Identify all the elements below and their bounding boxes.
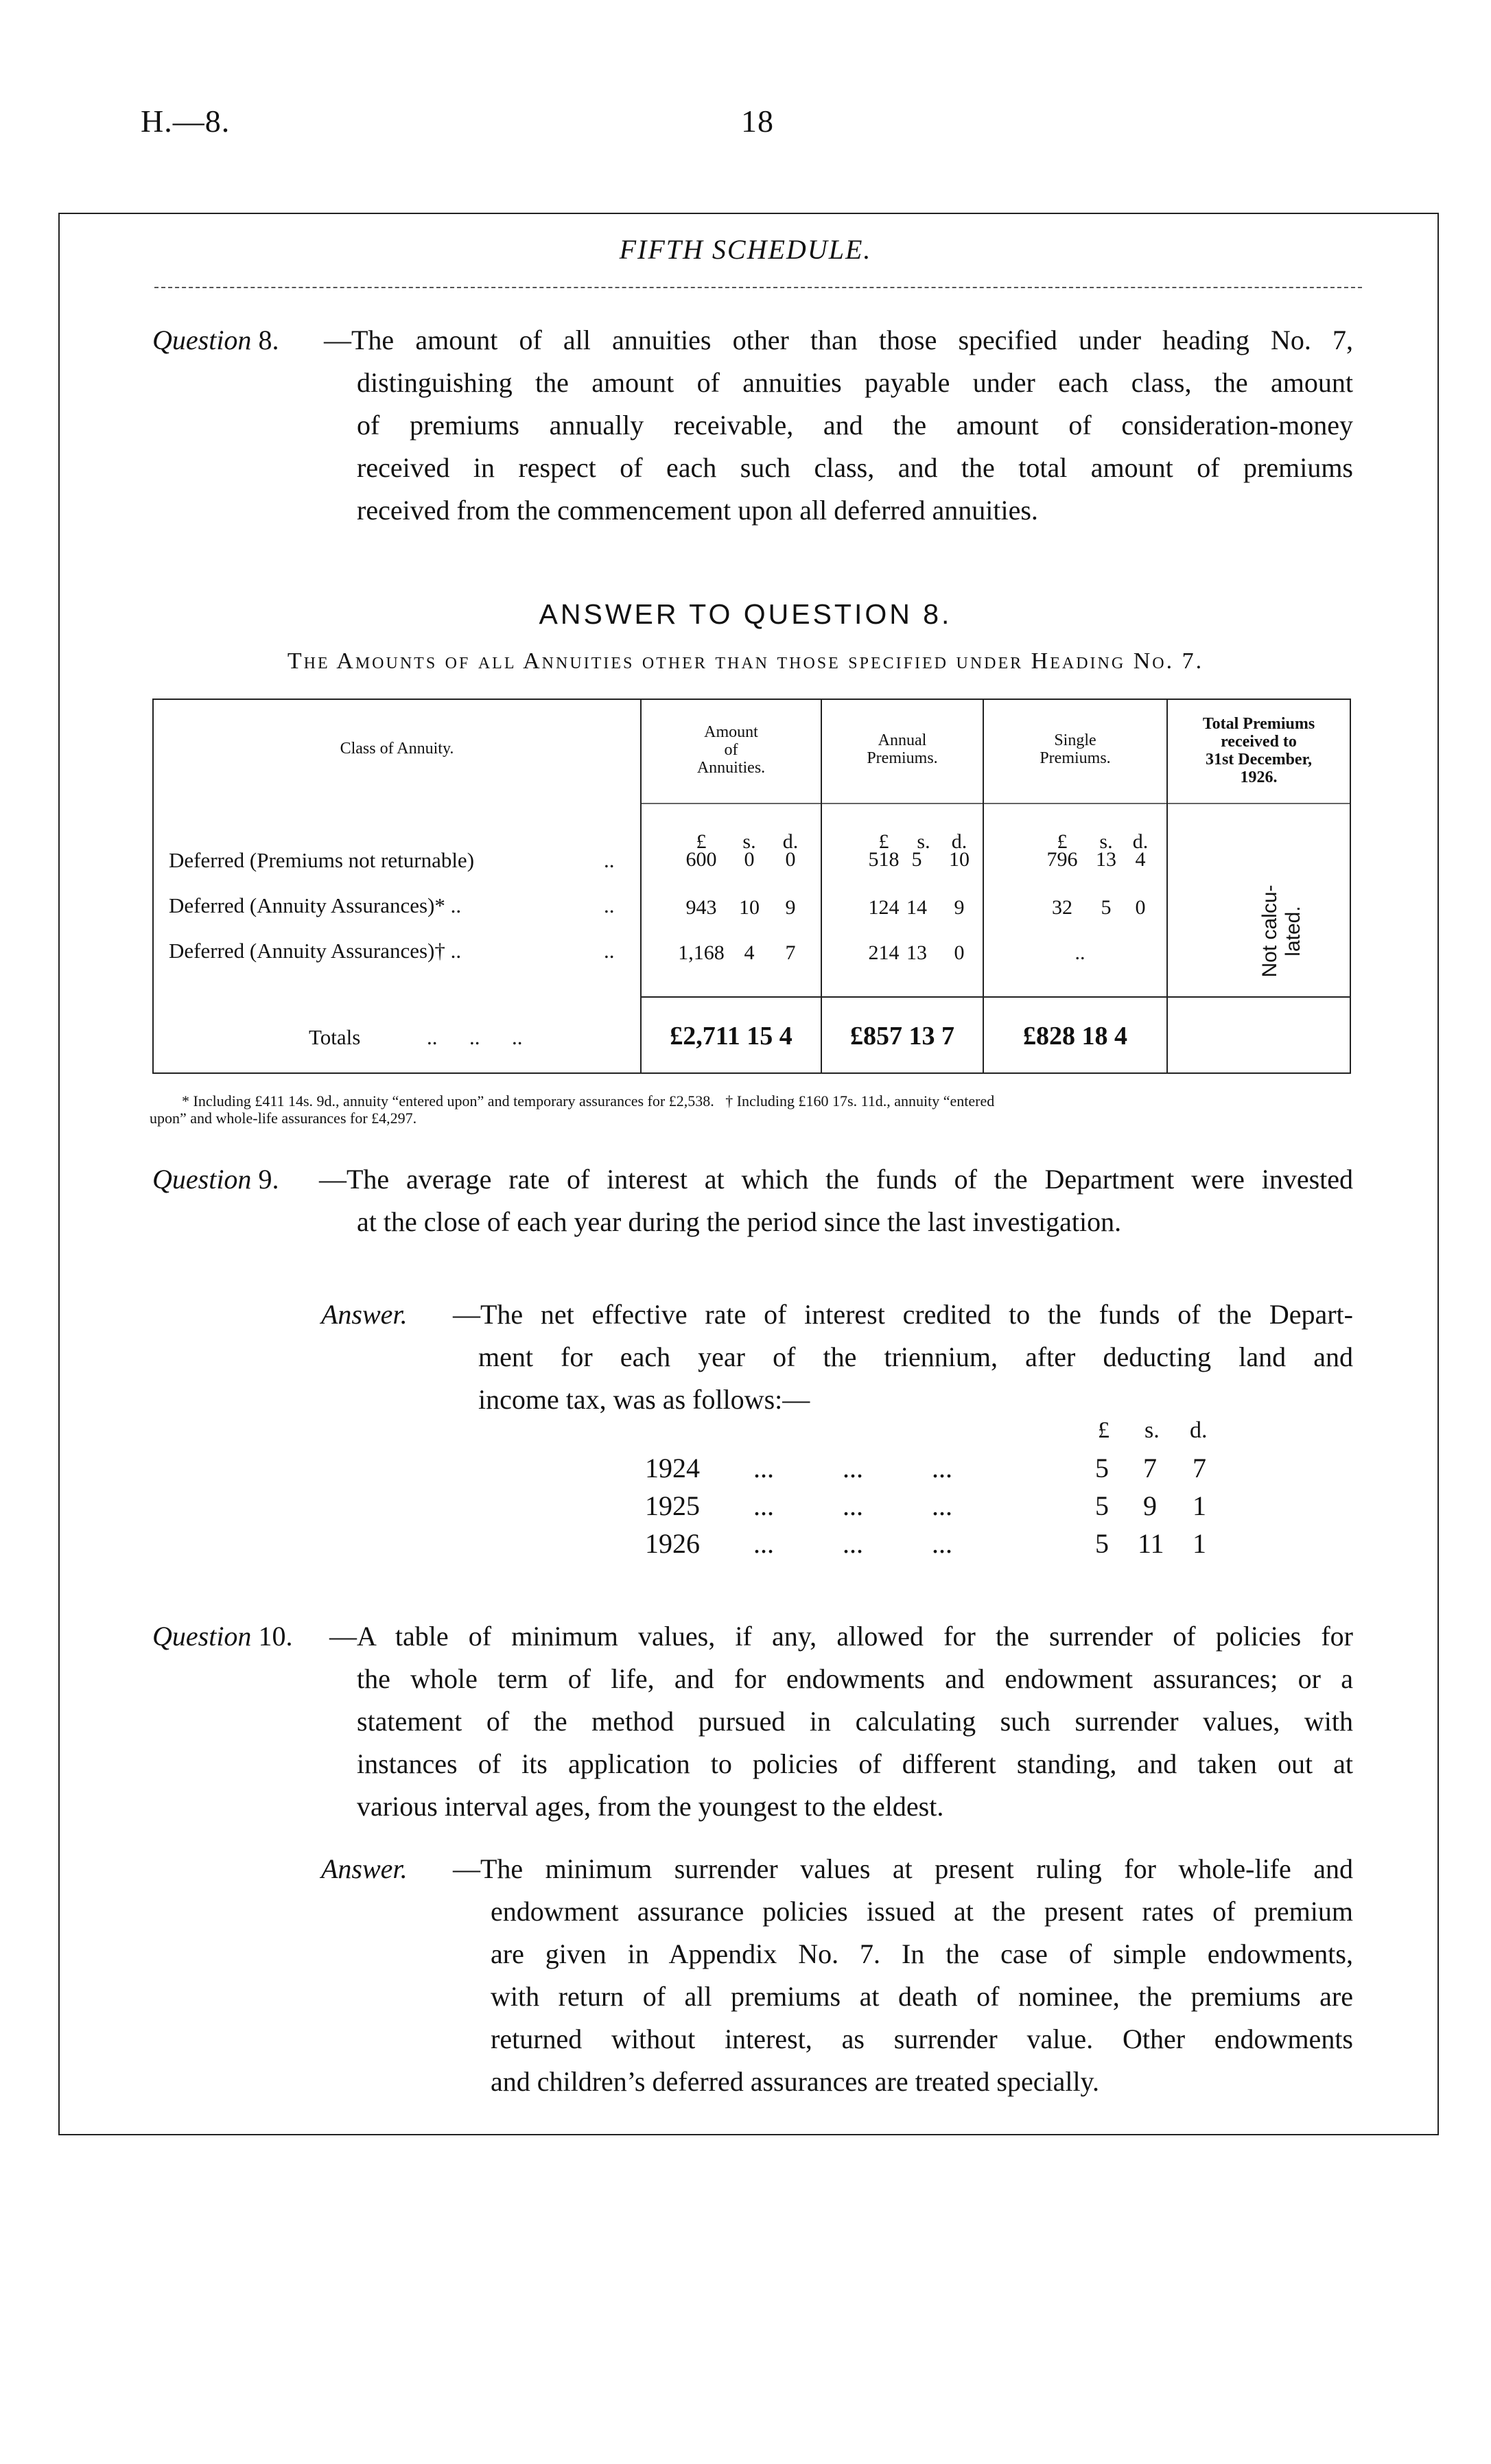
total-premiums-not-calculated: Not calcu- lated. — [1258, 884, 1304, 978]
rate-pence: 7 — [1193, 1453, 1206, 1483]
header-rule — [642, 803, 1350, 804]
table-row-label: Deferred (Annuity Assurances)† .. — [169, 939, 462, 963]
totals-rule — [642, 996, 1350, 998]
table-row-label: Deferred (Premiums not returnable) — [169, 848, 475, 872]
table-row-label: Deferred (Annuity Assurances)* .. — [169, 893, 462, 917]
table-footnote-line-2: upon” and whole-life assurances for £4,297. — [150, 1110, 417, 1127]
answer-10-line-1: —The minimum surrender values at present ruling for whole-life and — [453, 1853, 1353, 1884]
single-pence: 4 — [1135, 848, 1146, 871]
rate-leader-dots: ... ... ... — [753, 1453, 952, 1483]
single-shillings: 5 — [1101, 896, 1112, 919]
annual-pence: 0 — [954, 941, 965, 964]
annual-pence: 10 — [949, 848, 970, 871]
rate-unit-pound: £ — [1098, 1418, 1110, 1443]
header-total-premiums: Total Premiums received to 31st December, 1926. — [1202, 715, 1315, 786]
question-9-label: Question 9. — [152, 1164, 279, 1195]
total-annual-premiums: £857 13 7 — [850, 1022, 954, 1051]
question-8-line-5: received from the commencement upon all deferred annuities. — [357, 495, 1038, 526]
amount-shillings: 4 — [744, 941, 755, 964]
question-9-line-1: —The average rate of interest at which the funds of the Department were invested — [319, 1164, 1353, 1195]
answer-10-line-5: returned without interest, as surrender value. Other endowments — [491, 2023, 1353, 2054]
unit-shillings: s. — [742, 830, 756, 853]
unit-pence: d. — [1132, 830, 1149, 853]
annual-shillings: 13 — [906, 941, 927, 964]
answer-10-line-2: endowment assurance policies issued at the present rates of premium — [491, 1896, 1353, 1927]
rate-year: 1924 — [645, 1453, 700, 1483]
single-placeholder: .. — [1075, 941, 1085, 964]
amount-pounds: 600 — [685, 848, 717, 871]
rate-year: 1926 — [645, 1528, 700, 1559]
total-amount: £2,711 15 4 — [670, 1022, 793, 1051]
row-leader-dots: .. — [604, 848, 615, 872]
single-pounds: 32 — [1052, 896, 1072, 919]
answer-10-line-4: with return of all premiums at death of nominee, the premiums are — [491, 1981, 1353, 2012]
answer-9-line-1: —The net effective rate of interest credited to the funds of the Depart- — [453, 1299, 1353, 1330]
answer-10-label: Answer. — [321, 1853, 408, 1884]
annual-pounds: 214 — [868, 941, 900, 964]
unit-pence: d. — [782, 830, 799, 853]
schedule-title: FIFTH SCHEDULE. — [619, 234, 872, 265]
unit-shillings: s. — [1099, 830, 1113, 853]
amount-pence: 9 — [785, 896, 796, 919]
rate-pounds: 5 — [1095, 1453, 1109, 1483]
header-annual-premiums: Annual Premiums. — [867, 731, 938, 767]
amount-shillings: 0 — [744, 848, 755, 871]
question-8-line-2: distinguishing the amount of annuities payable under each class, the amount — [357, 367, 1353, 398]
question-10-line-1: —A table of minimum values, if any, allowed for the surrender of policies for — [329, 1621, 1353, 1652]
annual-shillings: 5 — [911, 848, 922, 871]
single-shillings: 13 — [1096, 848, 1116, 871]
header-amount-of-annuities: Amount of Annuities. — [696, 723, 766, 777]
page-number: 18 — [741, 104, 774, 139]
annual-pounds: 518 — [868, 848, 900, 871]
answer-9-label: Answer. — [321, 1299, 408, 1330]
rate-pence: 1 — [1193, 1528, 1206, 1559]
rate-unit-shillings: s. — [1144, 1418, 1160, 1443]
question-10-line-3: statement of the method pursued in calculating such surrender values, with — [357, 1706, 1353, 1737]
amount-pence: 7 — [785, 941, 796, 964]
rate-leader-dots: ... ... ... — [753, 1528, 952, 1559]
question-8-label: Question 8. — [152, 325, 279, 355]
answer-8-heading: ANSWER TO QUESTION 8. — [539, 598, 952, 630]
schedule-divider — [154, 287, 1362, 288]
document-reference: H.—8. — [141, 104, 231, 139]
table-bottom-rule — [152, 1072, 1351, 1074]
question-10-line-2: the whole term of life, and for endowments and endowment assurances; or a — [357, 1663, 1353, 1694]
answer-8-subheading: The Amounts of all Annuities other than those specified under Heading No. 7. — [287, 648, 1204, 674]
row-leader-dots: .. — [604, 893, 615, 917]
rate-pounds: 5 — [1095, 1490, 1109, 1521]
question-8-line-1: —The amount of all annuities other than those specified under heading No. 7, — [324, 325, 1353, 355]
answer-10-line-6: and children’s deferred assurances are treated specially. — [491, 2066, 1099, 2097]
question-10-label: Question 10. — [152, 1621, 293, 1652]
rate-shillings: 7 — [1143, 1453, 1157, 1483]
rate-pence: 1 — [1193, 1490, 1206, 1521]
annual-pounds: 124 — [868, 896, 900, 919]
table-footnote-line-1: * Including £411 14s. 9d., annuity “entered upon” and temporary assurances for £2,538. † Including £160 17s. 11d., annuity “entered — [182, 1092, 995, 1110]
amount-pounds: 943 — [685, 896, 717, 919]
unit-pound: £ — [1057, 830, 1068, 853]
rate-shillings: 11 — [1138, 1528, 1164, 1559]
rate-pounds: 5 — [1095, 1528, 1109, 1559]
row-leader-dots: .. — [604, 939, 615, 963]
rate-year: 1925 — [645, 1490, 700, 1521]
answer-9-line-2: ment for each year of the triennium, after deducting land and — [478, 1341, 1353, 1372]
totals-leader-dots: .. .. .. — [427, 1025, 523, 1049]
unit-shillings: s. — [917, 830, 930, 853]
answer-10-line-3: are given in Appendix No. 7. In the case of simple endowments, — [491, 1938, 1353, 1969]
header-class-of-annuity: Class of Annuity. — [340, 740, 454, 758]
totals-label: Totals — [309, 1025, 361, 1049]
unit-pound: £ — [878, 830, 889, 853]
table-top-rule — [152, 699, 1351, 700]
rate-unit-pence: d. — [1190, 1418, 1208, 1443]
question-9-line-2: at the close of each year during the period since the last investigation. — [357, 1206, 1122, 1237]
header-single-premiums: Single Premiums. — [1040, 731, 1111, 767]
rate-shillings: 9 — [1143, 1490, 1157, 1521]
question-10-line-5: various interval ages, from the youngest to the eldest. — [357, 1791, 944, 1822]
question-8-line-4: received in respect of each such class, and the total amount of premiums — [357, 452, 1353, 483]
amount-pence: 0 — [785, 848, 796, 871]
single-pounds: 796 — [1046, 848, 1078, 871]
answer-9-line-3: income tax, was as follows:— — [478, 1384, 810, 1415]
unit-pound: £ — [696, 830, 707, 853]
unit-pence: d. — [951, 830, 967, 853]
annual-shillings: 14 — [906, 896, 927, 919]
annual-pence: 9 — [954, 896, 965, 919]
total-single-premiums: £828 18 4 — [1023, 1022, 1127, 1051]
amount-pounds: 1,168 — [678, 941, 725, 964]
question-10-line-4: instances of its application to policies of different standing, and taken out at — [357, 1748, 1353, 1779]
question-8-line-3: of premiums annually receivable, and the amount of consideration-money — [357, 410, 1353, 441]
rate-leader-dots: ... ... ... — [753, 1490, 952, 1521]
single-pence: 0 — [1135, 896, 1146, 919]
amount-shillings: 10 — [739, 896, 760, 919]
